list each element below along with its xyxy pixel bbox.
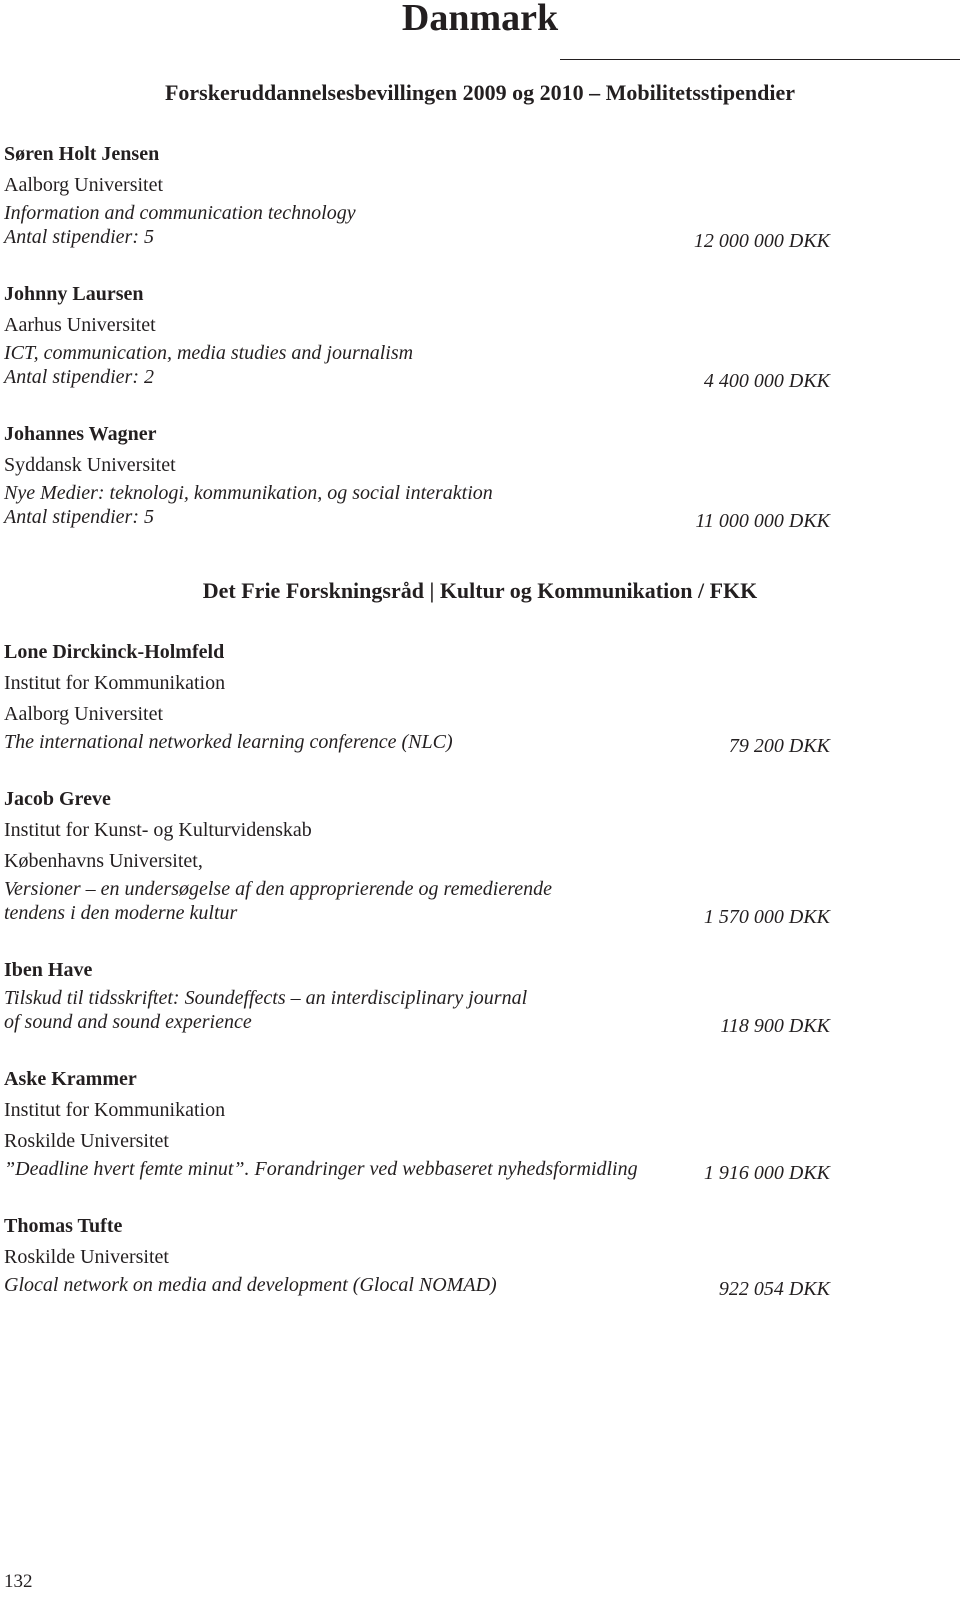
grant-amount: 1 916 000 DKK [703, 1162, 830, 1184]
grant-count: Antal stipendier: 5 [4, 506, 154, 528]
institution: Roskilde Universitet [4, 1246, 169, 1268]
grant-amount: 4 400 000 DKK [703, 370, 830, 392]
project-title-line2: tendens i den moderne kultur [4, 902, 238, 924]
grantee-name: Jacob Greve [4, 788, 111, 810]
institution: Aalborg Universitet [4, 174, 164, 196]
grant-entry [4, 1211, 830, 1297]
institution: Københavns Universitet, [4, 850, 203, 872]
institution: Aarhus Universitet [4, 314, 156, 336]
section-title-mobilitetsstipendier: Forskeruddannelsesbevillingen 2009 og 2010 – Mobilitetsstipendier [164, 80, 796, 105]
department: Institut for Kommunikation [4, 1099, 226, 1121]
grant-amount: 922 054 DKK [718, 1278, 830, 1300]
grant-amount: 118 900 DKK [720, 1015, 830, 1037]
institution: Syddansk Universitet [4, 454, 176, 476]
grantee-name: Aske Krammer [4, 1068, 137, 1090]
institution: Roskilde Universitet [4, 1130, 169, 1152]
project-title: The international networked learning conference (NLC) [4, 731, 453, 753]
grantee-name: Thomas Tufte [4, 1215, 123, 1237]
grantee-name: Johannes Wagner [4, 423, 157, 445]
grant-amount: 12 000 000 DKK [693, 230, 830, 252]
project-title-line1: Tilskud til tidsskriftet: Soundeffects – an interdisciplinary journal [4, 987, 528, 1009]
grant-count: Antal stipendier: 5 [4, 226, 154, 248]
grant-count: Antal stipendier: 2 [4, 366, 154, 388]
project-title: Nye Medier: teknologi, kommunikation, og social interaktion [4, 482, 493, 504]
page-number: 132 [4, 1571, 33, 1592]
grantee-name: Lone Dirckinck-Holmfeld [4, 641, 225, 663]
project-title: ”Deadline hvert femte minut”. Forandringer ved webbaseret nyhedsformidling [4, 1158, 638, 1180]
grant-amount: 1 570 000 DKK [703, 906, 830, 928]
grant-amount: 11 000 000 DKK [695, 510, 830, 532]
project-title-line2: of sound and sound experience [4, 1011, 252, 1033]
project-title: Information and communication technology [4, 202, 356, 224]
institution: Aalborg Universitet [4, 703, 164, 725]
project-title: Glocal network on media and development (Glocal NOMAD) [4, 1274, 497, 1296]
grant-entry [4, 784, 830, 925]
header-rule [560, 59, 960, 60]
grant-amount: 79 200 DKK [728, 735, 830, 757]
project-title: ICT, communication, media studies and journalism [4, 342, 414, 364]
department: Institut for Kunst- og Kulturvidenskab [4, 819, 312, 841]
department: Institut for Kommunikation [4, 672, 226, 694]
grantee-name: Johnny Laursen [4, 283, 144, 305]
grantee-name: Iben Have [4, 959, 93, 981]
grant-entry [4, 955, 830, 1034]
page-country-heading: Danmark [401, 0, 559, 39]
grantee-name: Søren Holt Jensen [4, 143, 160, 165]
project-title-line1: Versioner – en undersøgelse af den approprierende og remedierende [4, 878, 553, 900]
grant-entry [4, 637, 830, 754]
section-title-fkk: Det Frie Forskningsråd | Kultur og Kommunikation / FKK [202, 578, 758, 603]
